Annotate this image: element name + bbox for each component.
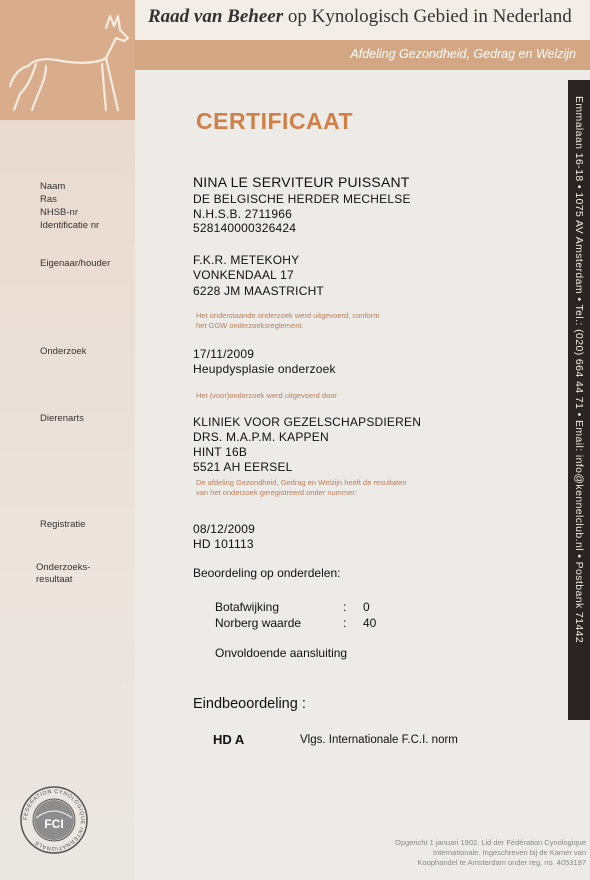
- label-ras: Ras: [40, 194, 57, 205]
- left-column-background: [0, 0, 135, 880]
- footer-line-2: Internationale. Ingeschreven bij de Kamer van: [432, 848, 586, 857]
- exam-note-line-1: Het onderstaande onderzoek werd uitgevoerd, conform: [196, 311, 380, 320]
- dog-logo-icon: [6, 14, 131, 114]
- dog-nhsb: N.H.S.B. 2711966: [193, 207, 293, 221]
- vet-line-1: KLINIEK VOOR GEZELSCHAPSDIEREN: [193, 415, 422, 429]
- registration-note-line-1: De afdeling Gezondheid, Gedrag en Welzijn heeft de resultaten: [196, 478, 407, 487]
- fci-seal-ring-path: FEDERATION CYNOLOGIQUE INTERNATIONALE: [22, 788, 86, 852]
- owner-line-3: 6228 JM MAASTRICHT: [193, 284, 324, 298]
- document-title: CERTIFICAAT: [196, 108, 354, 134]
- organization-title: [148, 6, 572, 28]
- contact-side-text: Emmalaan 16-18 • 1075 AV Amsterdam • Tel.: (020) 664 44 71 • Email: info@kennelclub.nl • Postbank 71442: [573, 96, 585, 644]
- footer-line-1: Opgericht 1 januari 1902. Lid der Fédération Cynologique: [395, 838, 586, 847]
- department-name: Afdeling Gezondheid, Gedrag en Welzijn: [350, 47, 576, 61]
- result-remark: Onvoldoende aansluiting: [215, 646, 348, 660]
- registration-date: 08/12/2009: [193, 522, 256, 536]
- logo-panel: [0, 0, 135, 120]
- label-nhsb: NHSB-nr: [40, 207, 79, 218]
- vet-note: Het (voor)onderzoek werd uitgevoerd door: [196, 391, 337, 400]
- exam-date: 17/11/2009: [193, 347, 255, 361]
- label-owner: Eigenaar/houder: [40, 258, 111, 269]
- score-row-norberg: [215, 616, 377, 630]
- score-value: 0: [363, 600, 370, 614]
- registration-number: HD 101113: [193, 537, 254, 551]
- fci-seal-text: FCI: [44, 817, 64, 831]
- label-exam: Onderzoek: [40, 346, 87, 357]
- final-grade-description: Vlgs. Internationale F.C.I. norm: [300, 734, 458, 746]
- label-result-1: Onderzoeks-: [36, 562, 91, 573]
- footer-text: [366, 838, 586, 868]
- footer-line-3: Koophandel te Amsterdam onder reg. no. 4053197: [417, 858, 586, 867]
- exam-type: Heupdysplasie onderzoek: [193, 362, 336, 376]
- score-colon: :: [343, 616, 347, 630]
- exam-note-line-2: het GGW onderzoeksreglement.: [196, 321, 304, 330]
- label-vet: Dierenarts: [40, 413, 84, 424]
- registration-note-line-2: van het onderzoek geregistreerd onder nummer:: [196, 488, 357, 497]
- exam-note: [196, 311, 379, 331]
- score-name: Botafwijking: [215, 600, 280, 614]
- label-registration: Registratie: [40, 519, 86, 530]
- organization-name-rest: op Kynologisch Gebied in Nederland: [287, 6, 572, 27]
- vet-line-3: HINT 16B: [193, 445, 248, 459]
- label-identificatie: Identificatie nr: [40, 220, 100, 231]
- label-result-2: resultaat: [36, 574, 73, 585]
- score-colon: :: [343, 600, 347, 614]
- owner-line-1: F.K.R. METEKOHY: [193, 253, 300, 267]
- vet-line-2: DRS. M.A.P.M. KAPPEN: [193, 430, 329, 444]
- owner-line-2: VONKENDAAL 17: [193, 268, 294, 282]
- fci-seal-icon: [18, 784, 90, 856]
- registration-note: [196, 478, 406, 498]
- vet-line-4: 5521 AH EERSEL: [193, 460, 293, 474]
- dog-name: NINA LE SERVITEUR PUISSANT: [193, 174, 410, 190]
- label-naam: Naam: [40, 181, 66, 192]
- final-assessment-title: Eindbeoordeling :: [193, 696, 306, 712]
- score-name: Norberg waarde: [215, 616, 302, 630]
- score-value: 40: [363, 616, 377, 630]
- score-row-botafwijking: [215, 600, 370, 614]
- dog-breed: DE BELGISCHE HERDER MECHELSE: [193, 192, 411, 206]
- organization-brand: Raad van Beheer: [148, 6, 284, 27]
- dog-identification: 528140000326424: [193, 221, 297, 235]
- final-grade: HD A: [213, 732, 245, 747]
- result-heading: Beoordeling op onderdelen:: [193, 566, 341, 580]
